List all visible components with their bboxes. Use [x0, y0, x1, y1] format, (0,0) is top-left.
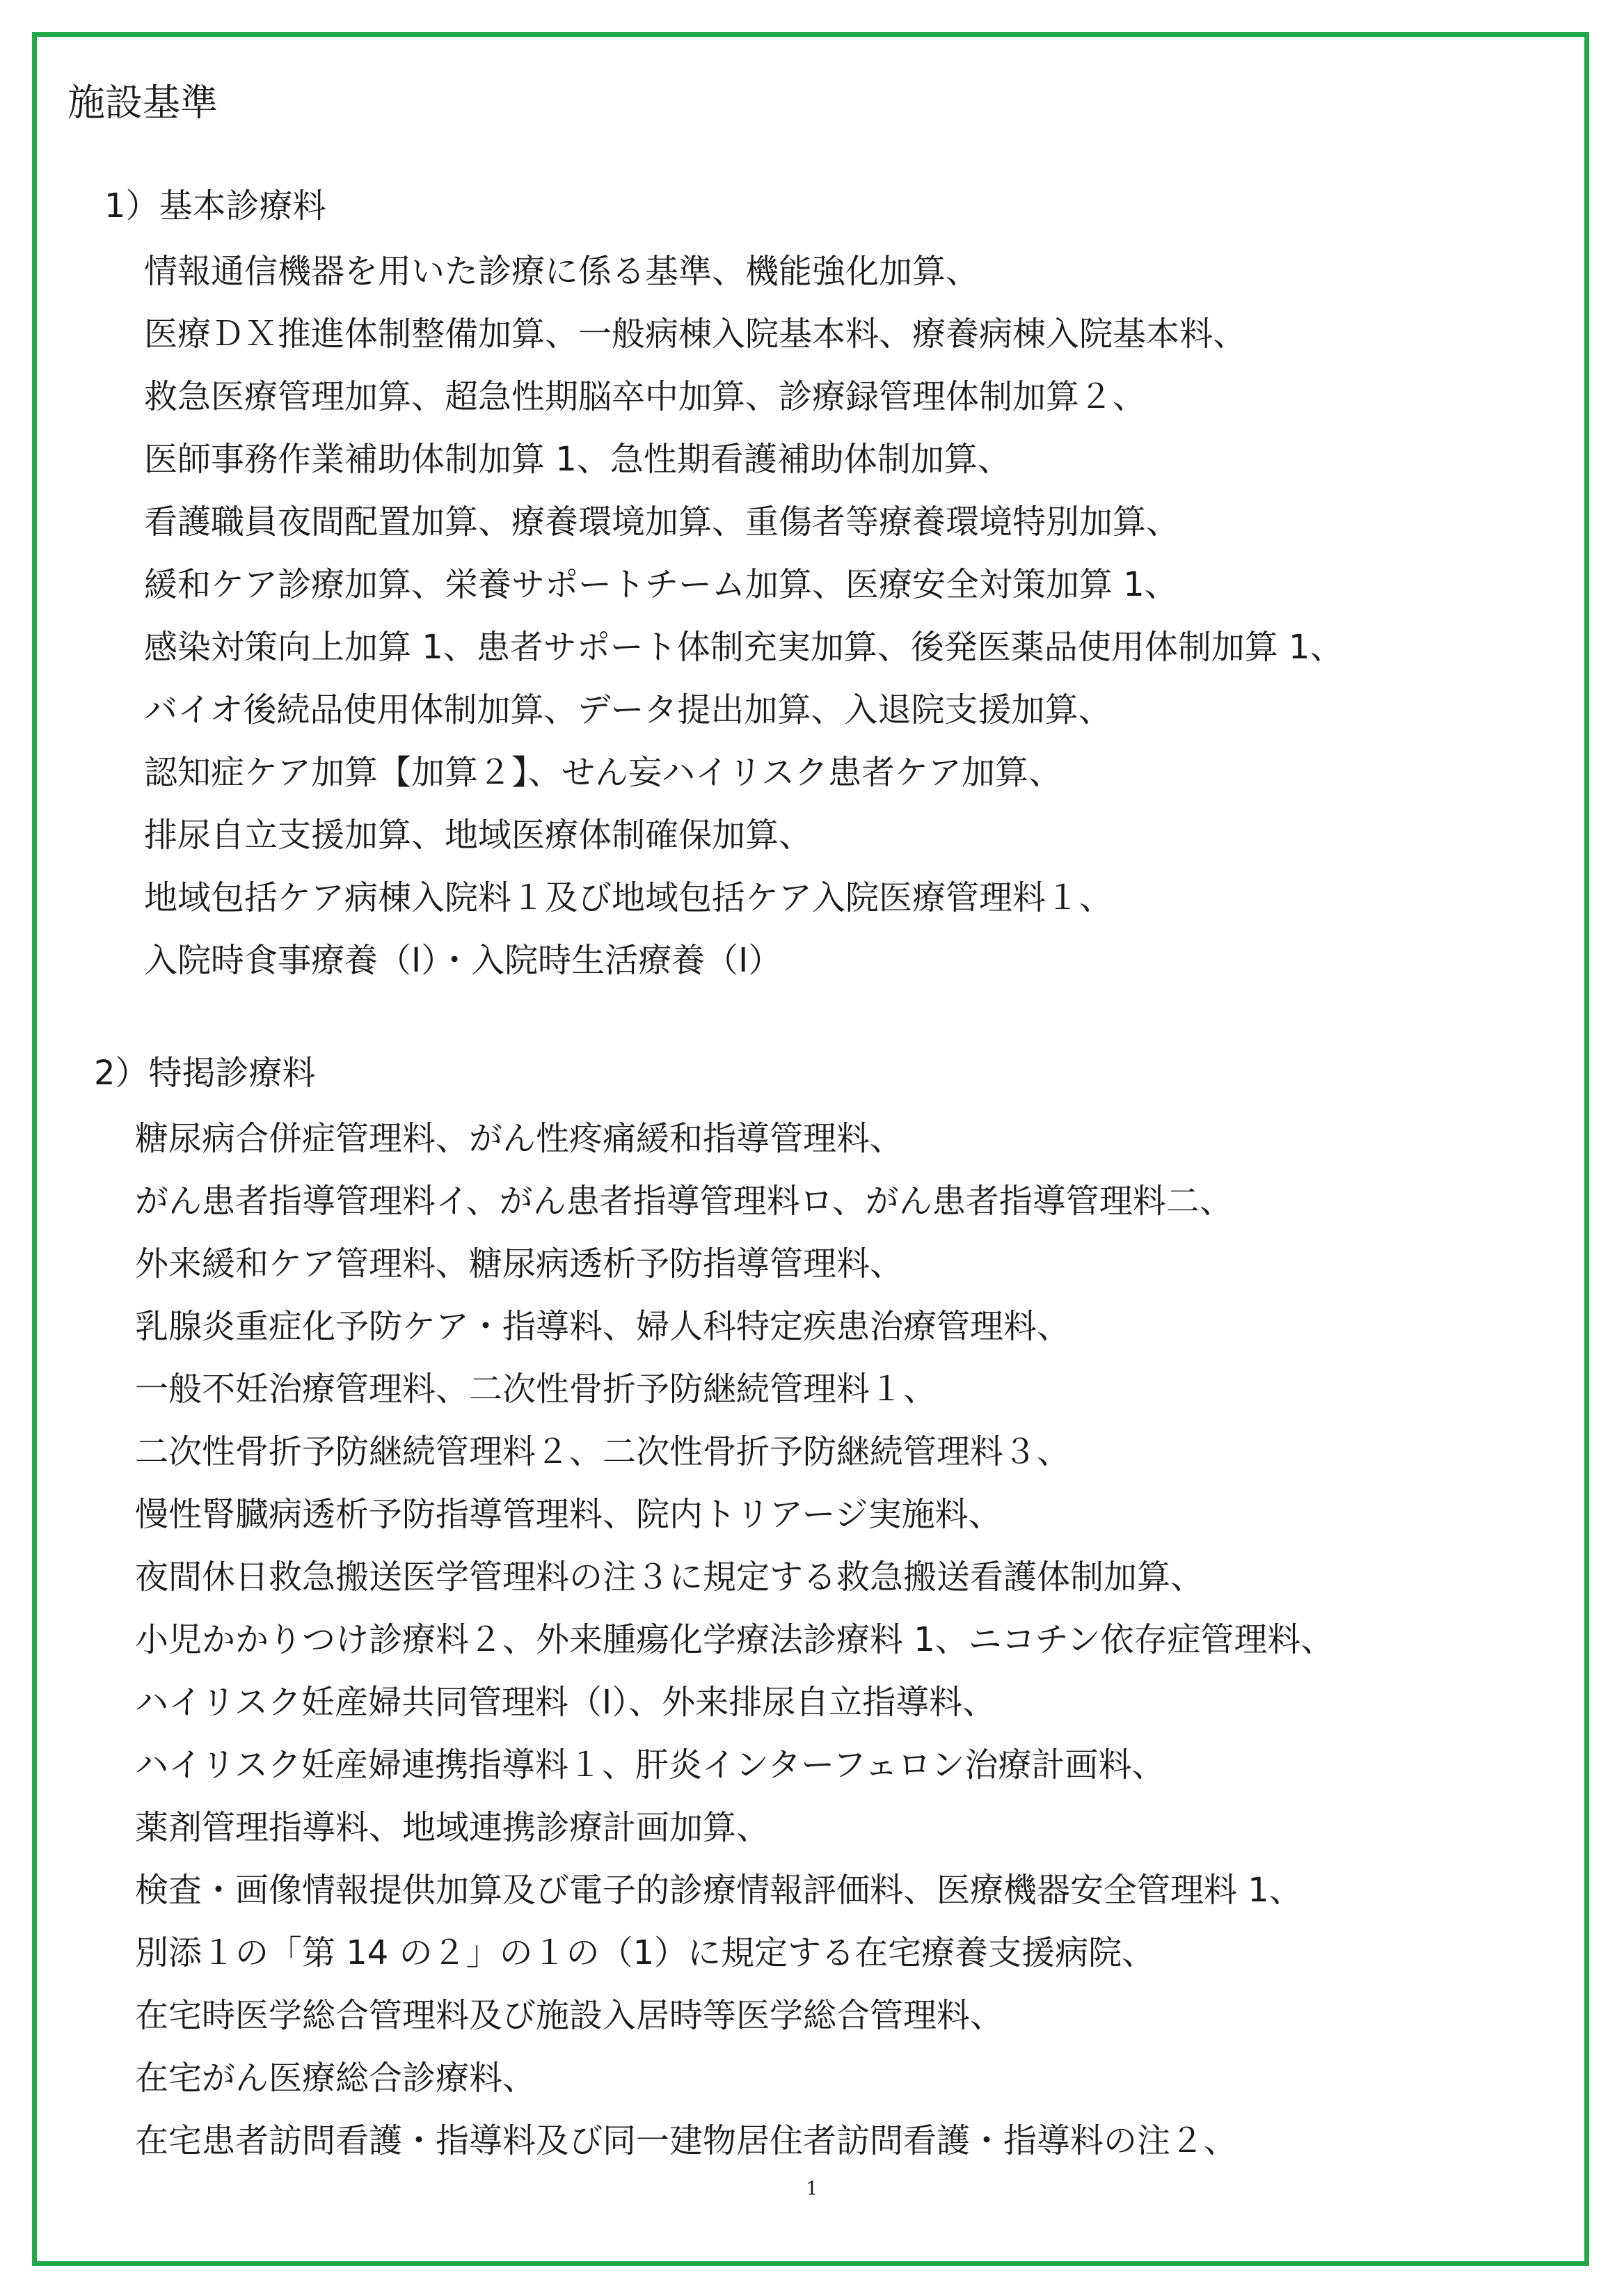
special-fees-list [135, 1107, 1334, 2172]
list-item: 糖尿病合併症管理料、がん性疼痛緩和指導管理料、 [135, 1119, 904, 1158]
list-item: ハイリスク妊産婦連携指導料１、肝炎インターフェロン治療計画料、 [135, 1745, 1165, 1784]
list-item: ハイリスク妊産婦共同管理料（Ⅰ）、外来排尿自立指導料、 [135, 1683, 996, 1722]
page-number: 1 [806, 2178, 818, 2200]
list-item: 医療ＤＸ推進体制整備加算、一般病棟入院基本料、療養病棟入院基本料、 [144, 315, 1247, 354]
list-item: 薬剤管理指導料、地域連携診療計画加算、 [135, 1808, 770, 1847]
list-item: 医師事務作業補助体制加算 1、急性期看護補助体制加算、 [144, 440, 1011, 479]
section-heading-special-fees: 2）特掲診療料 [94, 1054, 316, 1093]
list-item: 看護職員夜間配置加算、療養環境加算、重傷者等療養環境特別加算、 [144, 502, 1180, 541]
list-item: 乳腺炎重症化予防ケア・指導料、婦人科特定疾患治療管理料、 [135, 1307, 1071, 1346]
list-item: 夜間休日救急搬送医学管理料の注３に規定する救急搬送看護体制加算、 [135, 1558, 1204, 1597]
list-item: 入院時食事療養（Ⅰ）・入院時生活療養（Ⅰ） [144, 941, 782, 980]
list-item: がん患者指導管理料イ、がん患者指導管理料ロ、がん患者指導管理料二、 [135, 1182, 1233, 1221]
basic-fees-list [144, 240, 1344, 992]
page-title: 施設基準 [67, 81, 218, 125]
list-item: バイオ後続品使用体制加算、データ提出加算、入退院支援加算、 [144, 690, 1112, 729]
list-item: 救急医療管理加算、超急性期脳卒中加算、診療録管理体制加算２、 [144, 377, 1147, 416]
list-item: 感染対策向上加算 1、患者サポート体制充実加算、後発医薬品使用体制加算 1、 [144, 628, 1344, 667]
list-item: 小児かかりつけ診療料２、外来腫瘍化学療法診療料 1、ニコチン依存症管理料、 [135, 1620, 1335, 1659]
list-item: 慢性腎臓病透析予防指導管理料、院内トリアージ実施料、 [135, 1495, 1002, 1534]
list-item: 排尿自立支援加算、地域医療体制確保加算、 [144, 816, 813, 855]
list-item: 認知症ケア加算【加算２】、せん妄ハイリスク患者ケア加算、 [144, 753, 1062, 792]
list-item: 在宅がん医療総合診療料、 [135, 2059, 536, 2098]
list-item: 検査・画像情報提供加算及び電子的診療情報評価料、医療機器安全管理料 1、 [135, 1871, 1303, 1910]
list-item: 緩和ケア診療加算、栄養サポートチーム加算、医療安全対策加算 1、 [144, 565, 1178, 604]
list-item: 一般不妊治療管理料、二次性骨折予防継続管理料１、 [135, 1370, 937, 1409]
list-item: 在宅時医学総合管理料及び施設入居時等医学総合管理料、 [135, 1996, 1004, 2035]
list-item: 別添１の「第 14 の２」の１の（1）に規定する在宅療養支援病院、 [135, 1933, 1156, 1972]
list-item: 外来緩和ケア管理料、糖尿病透析予防指導管理料、 [135, 1244, 904, 1283]
section-heading-basic-fees: 1）基本診療料 [104, 187, 326, 225]
list-item: 在宅患者訪問看護・指導料及び同一建物居住者訪問看護・指導料の注２、 [135, 2121, 1238, 2160]
list-item: 地域包括ケア病棟入院料１及び地域包括ケア入院医療管理料１、 [144, 878, 1113, 917]
list-item: 二次性骨折予防継続管理料２、二次性骨折予防継続管理料３、 [135, 1432, 1071, 1471]
list-item: 情報通信機器を用いた診療に係る基準、機能強化加算、 [144, 252, 980, 291]
